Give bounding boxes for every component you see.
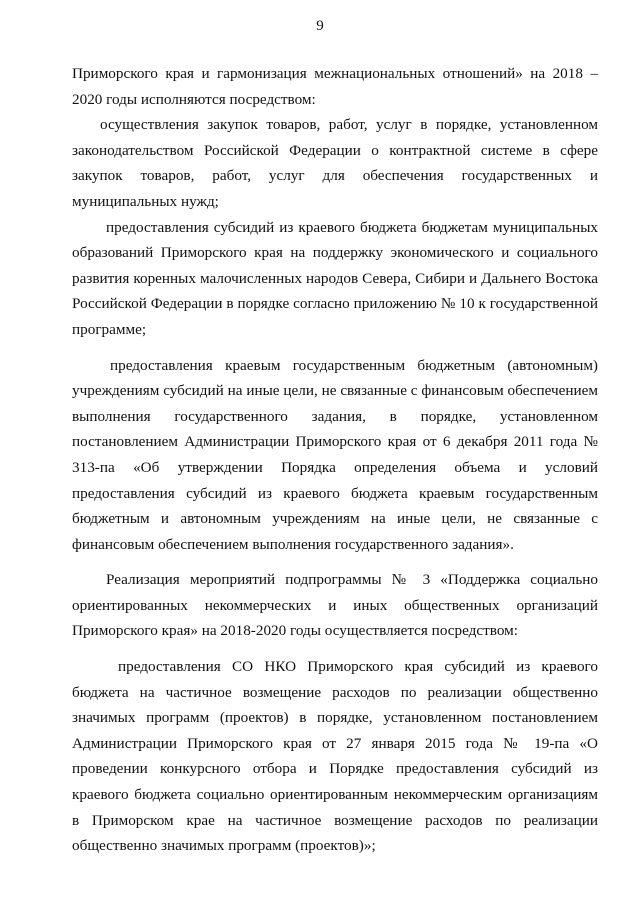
body-text — [72, 61, 598, 859]
page-number: 9 — [316, 18, 324, 34]
paragraph-1: Приморского края и гармонизация межнациональных отношений» на 2018 – 2020 годы исполняются посредством: — [72, 65, 598, 108]
paragraph-2: осуществления закупок товаров, работ, услуг в порядке, установленном законодательством Российской Федерации о контрактной системе в сфере закупок товаров, работ, услуг для обеспечения государственных и муниципальных нужд; — [72, 116, 598, 210]
paragraph-6: предоставления СО НКО Приморского края субсидий из краевого бюджета на частичное возмещение расходов по реализации общественно значимых программ (проектов) в порядке, установленном постановлением Администрации Приморского края от 27 января 2015 года № 19-па «О проведении конкурсного отбора и Порядке предоставления субсидий из краевого бюджета социально ориентированным некоммерческим организациям в Приморском крае на частичное возмещение расходов по реализации общественно значимых программ (проектов)»; — [72, 658, 598, 855]
paragraph-4: предоставления краевым государственным бюджетным (автономным) учреждениям субсидий на иные цели, не связанные с финансовым обеспечением выполнения государственного задания, в порядке, установленном постановлением Администрации Приморского края от 6 декабря 2011 года № 313-па «Об утверждении Порядка определения объема и условий предоставления субсидий из краевого бюджета краевым государственным бюджетным и автономным учреждениям на иные цели, не связанные с финансовым обеспечением выполнения государственного задания». — [72, 356, 598, 553]
paragraph-3: предоставления субсидий из краевого бюджета бюджетам муниципальных образований Приморского края на поддержку экономического и социального развития коренных малочисленных народов Севера, Сибири и Дальнего Востока Российской Федерации в порядке согласно приложению № 10 к государственной программе; — [72, 218, 598, 338]
paragraph-5: Реализация мероприятий подпрограммы № 3 «Поддержка социально ориентированных некоммерческих и иных общественных организаций Приморского края» на 2018-2020 годы осуществляется посредством: — [72, 571, 598, 640]
